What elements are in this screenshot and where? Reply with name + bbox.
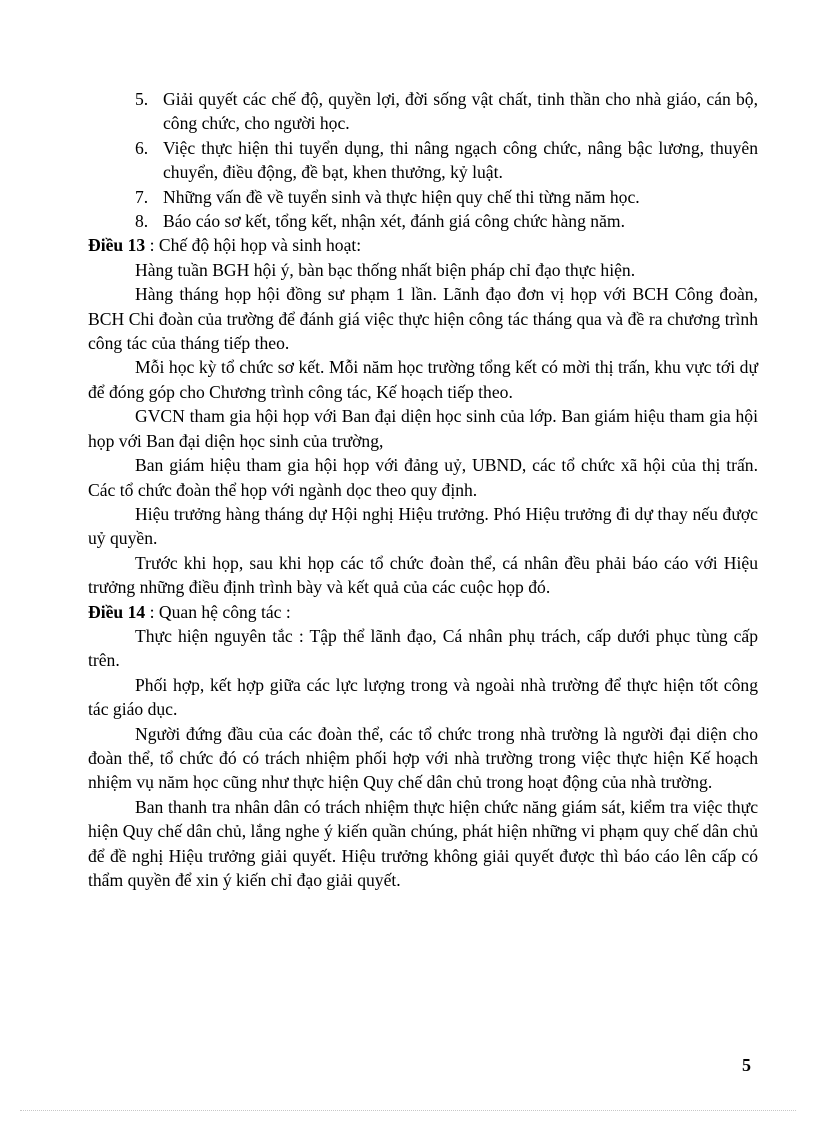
article-13-heading bbox=[88, 233, 758, 257]
article-13-label: Điều 13 bbox=[88, 235, 146, 256]
article-14-paragraph: Thực hiện nguyên tắc : Tập thể lãnh đạo, Cá nhân phụ trách, cấp dưới phục tùng cấp trên. bbox=[88, 625, 758, 671]
article-13-paragraph: Hiệu trưởng hàng tháng dự Hội nghị Hiệu trưởng. Phó Hiệu trưởng đi dự thay nếu được uỷ quyền. bbox=[88, 503, 758, 549]
numbered-list bbox=[88, 87, 758, 233]
list-item-text: Việc thực hiện thi tuyển dụng, thi nâng ngạch công chức, nâng bậc lương, thuyên chuyển, điều động, đề bạt, khen thưởng, kỷ luật. bbox=[163, 137, 758, 183]
article-14-heading bbox=[88, 600, 758, 624]
list-item-number: 5. bbox=[135, 89, 149, 109]
page-number: 5 bbox=[742, 1055, 751, 1075]
article-14-label: Điều 14 bbox=[88, 601, 146, 622]
page-bottom-divider bbox=[20, 1110, 796, 1111]
article-14-paragraph: Người đứng đầu của các đoàn thể, các tổ chức trong nhà trường là người đại diện cho đoàn thể, tổ chức đó có trách nhiệm phối hợp với nhà trường trong việc thực hiện Kế hoạch nhiệm vụ năm học cũng như thực hiện Quy chế dân chủ trong hoạt động của nhà trường. bbox=[88, 723, 758, 793]
list-item-text: Báo cáo sơ kết, tổng kết, nhận xét, đánh giá công chức hàng năm. bbox=[163, 211, 625, 232]
article-14-paragraph: Ban thanh tra nhân dân có trách nhiệm thực hiện chức năng giám sát, kiểm tra việc thực hiện Quy chế dân chủ, lắng nghe ý kiến quần chúng, phát hiện những vi phạm quy chế dân chủ để đề nghị Hiệu trưởng giải quyết. Hiệu trưởng không giải quyết được thì báo cáo lên cấp có thẩm quyền để xin ý kiến chỉ đạo giải quyết. bbox=[88, 796, 758, 890]
list-item bbox=[88, 209, 758, 233]
list-item-number: 7. bbox=[135, 186, 149, 207]
article-14-paragraph: Phối hợp, kết hợp giữa các lực lượng trong và ngoài nhà trường để thực hiện tốt công tác giáo dục. bbox=[88, 674, 758, 720]
article-13-paragraph: GVCN tham gia hội họp với Ban đại diện học sinh của lớp. Ban giám hiệu tham gia hội họp với Ban đại diện học sinh của trường, bbox=[88, 406, 758, 451]
list-item bbox=[88, 185, 758, 209]
list-item-text: Giải quyết các chế độ, quyền lợi, đời sống vật chất, tinh thần cho nhà giáo, cán bộ, công chức, cho người học. bbox=[163, 89, 758, 134]
article-14-title: : Quan hệ công tác : bbox=[149, 601, 291, 622]
page-content bbox=[88, 87, 758, 892]
article-13-paragraph: Ban giám hiệu tham gia hội họp với đảng uỷ, UBND, các tổ chức xã hội của thị trấn. Các tổ chức đoàn thể họp với ngành dọc theo quy định. bbox=[88, 455, 758, 500]
article-13-paragraph: Hàng tuần BGH hội ý, bàn bạc thống nhất biện pháp chỉ đạo thực hiện. bbox=[135, 259, 636, 280]
list-item-number: 8. bbox=[135, 211, 149, 232]
list-item bbox=[88, 136, 758, 185]
article-13-paragraph: Mỗi học kỳ tổ chức sơ kết. Mỗi năm học trường tổng kết có mời thị trấn, khu vực tới dự để đóng góp cho Chương trình công tác, Kế hoạch tiếp theo. bbox=[88, 357, 758, 402]
article-13-paragraph: Trước khi họp, sau khi họp các tổ chức đoàn thể, cá nhân đều phải báo cáo với Hiệu trưởng những điều định trình bày và kết quả của các cuộc họp đó. bbox=[88, 552, 758, 598]
list-item bbox=[88, 87, 758, 136]
article-13-title: : Chế độ hội họp và sinh hoạt: bbox=[149, 235, 362, 256]
article-13-paragraph: Hàng tháng họp hội đồng sư phạm 1 lần. Lãnh đạo đơn vị họp với BCH Công đoàn, BCH Chi đoàn của trường để đánh giá việc thực hiện công tác tháng qua và đề ra chương trình công tác của tháng tiếp theo. bbox=[88, 284, 758, 354]
list-item-number: 6. bbox=[135, 137, 149, 158]
list-item-text: Những vấn đề về tuyển sinh và thực hiện quy chế thi từng năm học. bbox=[163, 186, 640, 207]
